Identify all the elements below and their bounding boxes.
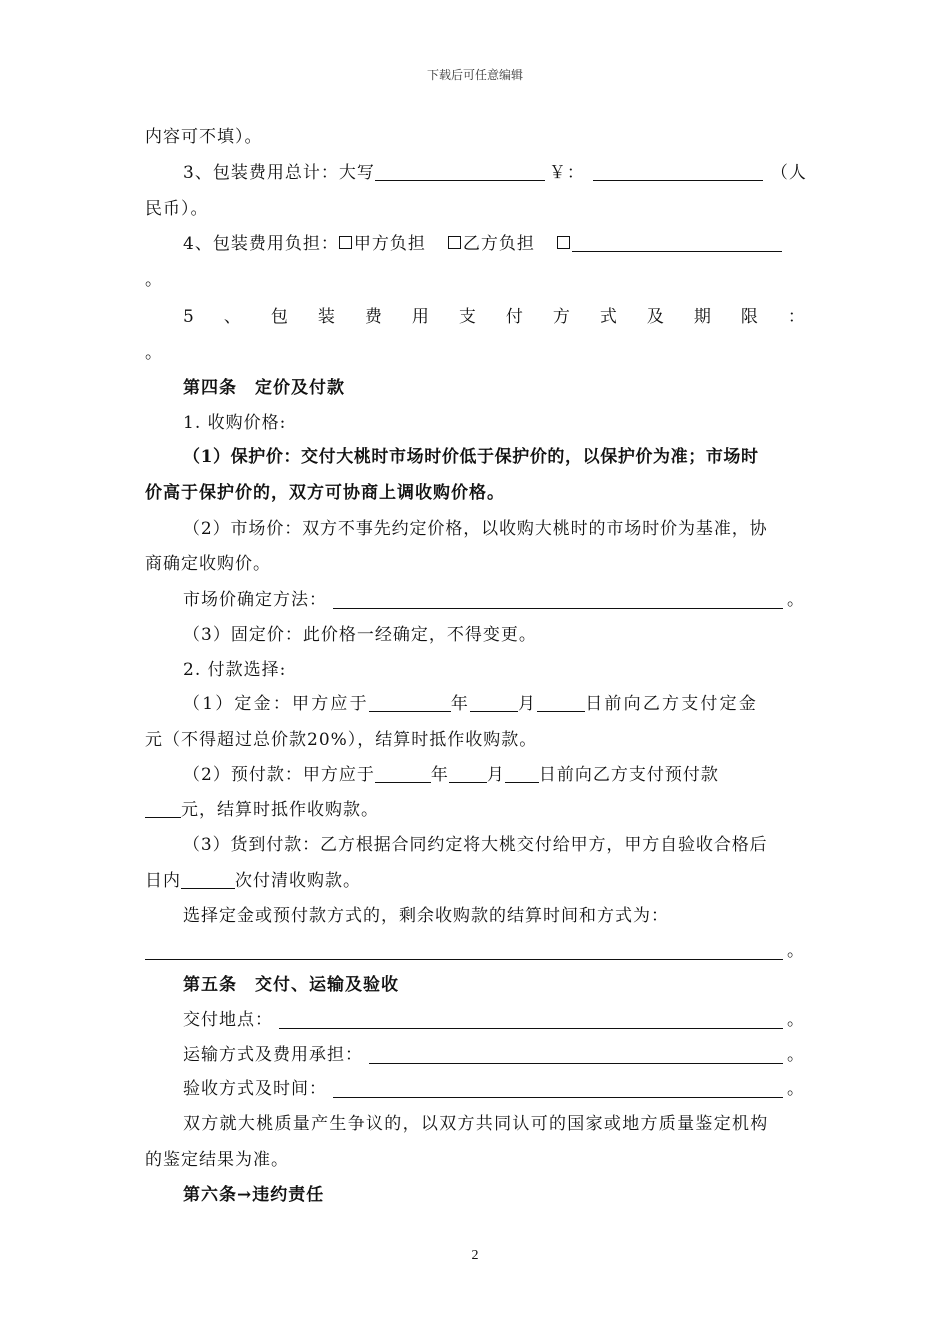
article-4-heading: 第四条 定价及付款 xyxy=(183,378,345,398)
prepayment-line: （2）预付款：甲方应于 年 月 日前向乙方支付预付款 xyxy=(183,765,719,785)
text-line: 元（不得超过总价款20%），结算时抵作收购款。 xyxy=(145,730,538,750)
text-line: 内容可不填）。 xyxy=(145,127,263,147)
prepayment-amount-line: 元，结算时抵作收购款。 xyxy=(145,799,805,821)
text-line: 商确定收购价。 xyxy=(145,554,271,574)
text-line: （3）固定价：此价格一经确定，不得变更。 xyxy=(183,625,537,645)
checkbox-party-b[interactable] xyxy=(448,236,461,249)
packaging-burden-line: 4、包装费用负担： 甲方负担 乙方负担 xyxy=(183,233,805,255)
blank-field[interactable] xyxy=(369,693,451,712)
text-line: （3）货到付款：乙方根据合同约定将大桃交付给甲方，甲方自验收合格后 xyxy=(183,835,768,855)
checkbox-party-a[interactable] xyxy=(339,236,352,249)
blank-field[interactable] xyxy=(505,764,539,783)
text-line: 2. 付款选择: xyxy=(183,660,287,680)
text-line: 1. 收购价格: xyxy=(183,413,287,433)
text-line: 价高于保护价的，双方可协商上调收购价格。 xyxy=(145,483,505,503)
text-line: （1）保护价：交付大桃时市场时价低于保护价的，以保护价为准；市场时 xyxy=(183,447,759,467)
inspection-line: 验收方式及时间： 。 xyxy=(183,1079,805,1099)
blank-field[interactable] xyxy=(369,1063,783,1064)
blank-field[interactable] xyxy=(449,764,487,783)
text-line: 民币）。 xyxy=(145,199,209,219)
text-line: 双方就大桃质量产生争议的，以双方共同认可的国家或地方质量鉴定机构 xyxy=(183,1114,769,1134)
blank-field[interactable] xyxy=(593,162,763,181)
blank-field[interactable] xyxy=(333,608,783,609)
settlement-line: 。 xyxy=(145,940,805,962)
delivery-place-line: 交付地点： 。 xyxy=(183,1010,805,1030)
blank-field[interactable] xyxy=(375,764,431,783)
text-line: 。 xyxy=(145,270,163,290)
packaging-total-line: 3、包装费用总计：大写 ￥： （人 xyxy=(183,163,807,183)
text-line: 。 xyxy=(145,343,163,363)
payment-method-line: 5 、 包 装 费 用 支 付 方 式 及 期 限 ： xyxy=(183,307,805,327)
blank-field[interactable] xyxy=(375,162,545,181)
text-line: （2）市场价：双方不事先约定价格，以收购大桃时的市场时价为基准，协 xyxy=(183,519,768,539)
blank-field[interactable] xyxy=(145,959,783,960)
checkbox-other[interactable] xyxy=(557,236,570,249)
blank-field[interactable] xyxy=(572,233,782,252)
article-5-heading: 第五条 交付、运输及验收 xyxy=(183,975,399,995)
transport-line: 运输方式及费用承担： 。 xyxy=(183,1045,805,1065)
page-header: 下载后可任意编辑 xyxy=(426,68,523,82)
deposit-line: （1）定金：甲方应于 年 月 日前向乙方支付定金 xyxy=(183,694,759,714)
blank-field[interactable] xyxy=(181,870,235,889)
blank-field[interactable] xyxy=(333,1097,783,1098)
blank-field[interactable] xyxy=(279,1028,783,1029)
market-price-method-line: 市场价确定方法： 。 xyxy=(183,590,805,610)
cod-days-line: 日内 次付清收购款。 xyxy=(145,871,361,891)
text-line: 选择定金或预付款方式的，剩余收购款的结算时间和方式为： xyxy=(183,906,669,926)
blank-field[interactable] xyxy=(537,693,585,712)
text-line: 的鉴定结果为准。 xyxy=(145,1150,289,1170)
blank-field[interactable] xyxy=(145,799,181,818)
page-number: 2 xyxy=(471,1248,479,1263)
article-6-heading: 第六条→违约责任 xyxy=(183,1185,325,1205)
blank-field[interactable] xyxy=(470,693,518,712)
